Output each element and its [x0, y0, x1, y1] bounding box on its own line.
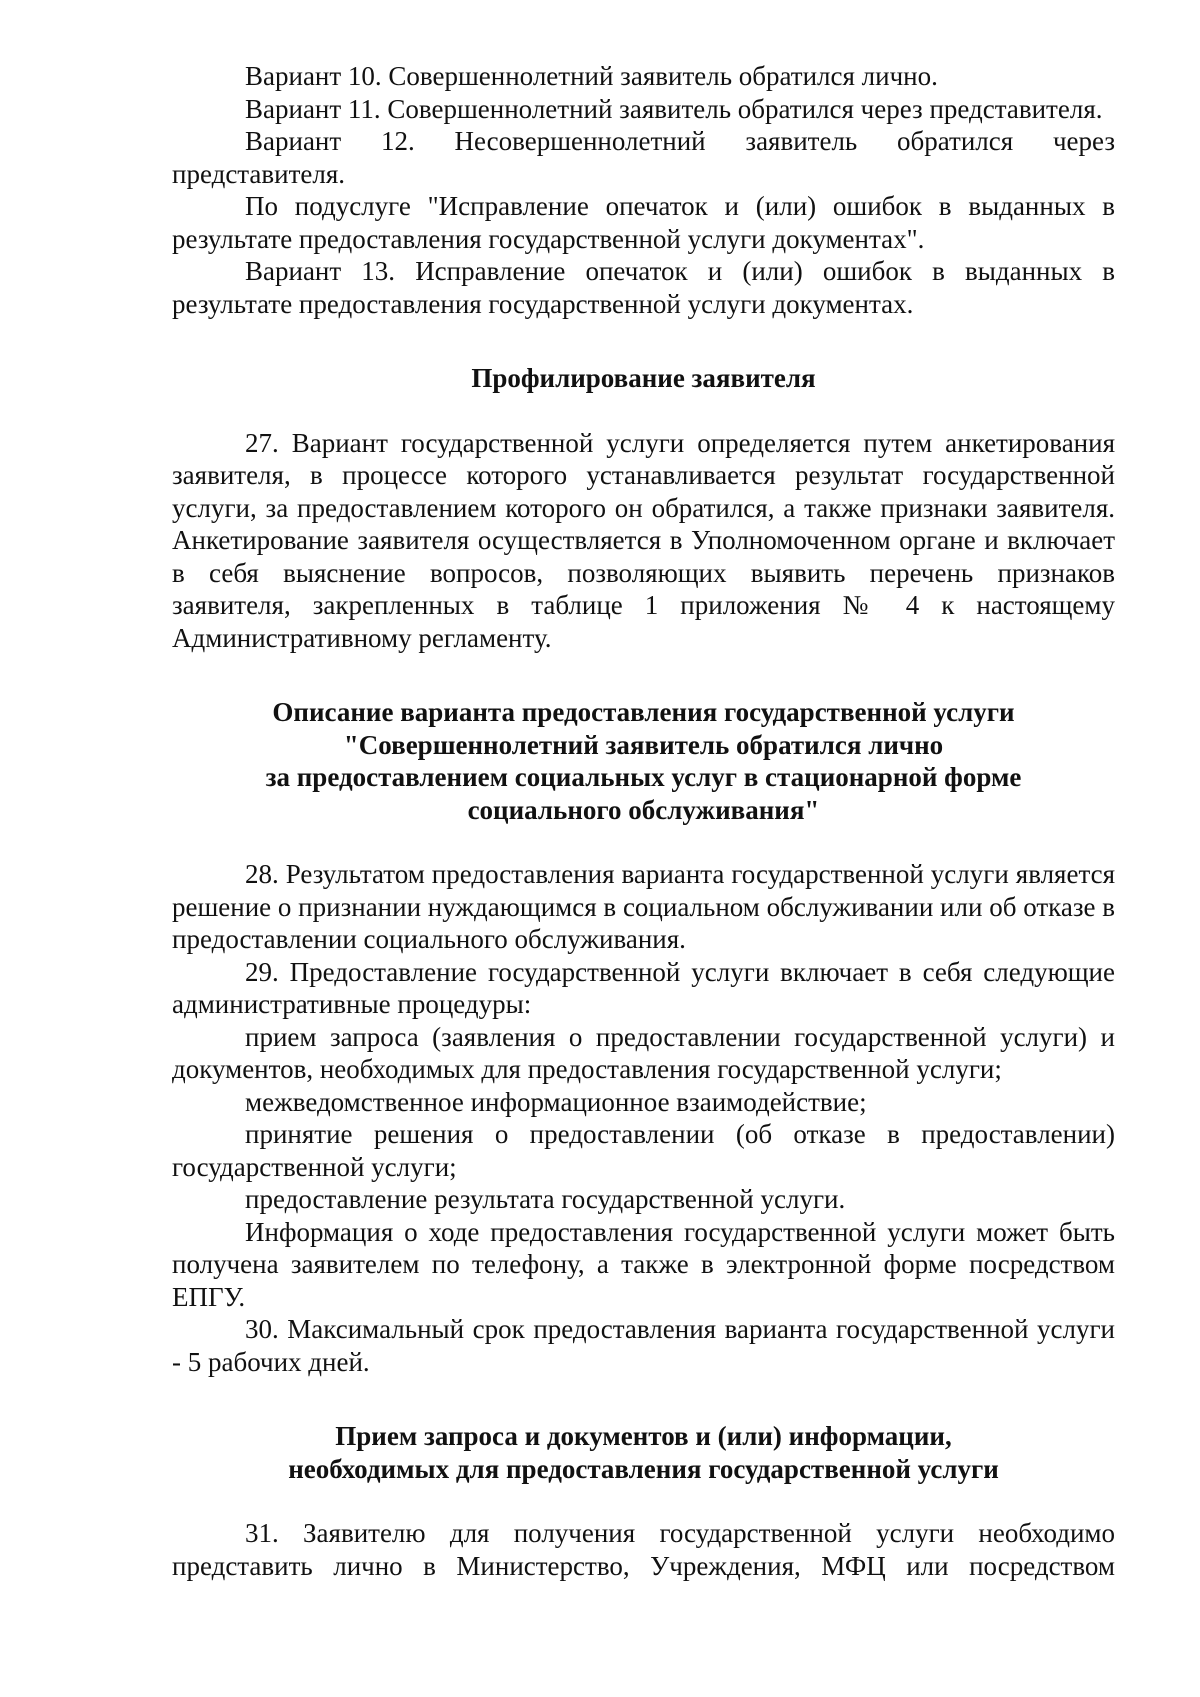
paragraph-27: 27. Вариант государственной услуги определяется путем анкетирования заявителя, в процессе которого устанавливается результат государственной услуги, за предоставлением которого он обратился, а также признаки заявителя. Анкетирование заявителя осуществляется в Уполномоченном органе и включает в себя выяснение вопросов, позволяющих выявить перечень признаков заявителя, закрепленных в таблице 1 приложения № 4 к настоящему Административному регламенту. — [172, 427, 1115, 653]
paragraph-variant-13: Вариант 13. Исправление опечаток и (или) ошибок в выданных в результате предоставления государственной услуги документах. — [172, 256, 1115, 319]
paragraph-variant-12: Вариант 12. Несовершеннолетний заявитель обратился через представителя. — [172, 126, 1115, 189]
heading-request-intake — [172, 1420, 1115, 1485]
heading-variant-description — [172, 696, 1115, 826]
paragraph-variant-10: Вариант 10. Совершеннолетний заявитель обратился лично. — [245, 61, 938, 91]
paragraph-progress-information: Информация о ходе предоставления государственной услуги может быть получена заявителем по телефону, а также в электронной форме посредством ЕПГУ. — [172, 1216, 1115, 1312]
heading-request-intake-line-1: Прием запроса и документов и (или) информации, — [335, 1421, 952, 1451]
heading-request-intake-line-2: необходимых для предоставления государственной услуги — [288, 1453, 999, 1484]
procedure-interagency-interaction: межведомственное информационное взаимодействие; — [245, 1086, 867, 1117]
paragraph-30: 30. Максимальный срок предоставления варианта государственной услуги - 5 рабочих дней. — [172, 1314, 1115, 1377]
procedure-request-intake: прием запроса (заявления о предоставлении государственной услуги) и документов, необходимых для предоставления государственной услуги; — [172, 1021, 1115, 1084]
paragraph-28: 28. Результатом предоставления варианта государственной услуги является решение о признании нуждающимся в социальном обслуживании или об отказе в предоставлении социального обслуживания. — [172, 859, 1115, 954]
heading-variant-description-line-1: Описание варианта предоставления государственной услуги — [272, 697, 1015, 727]
heading-variant-description-line-4: социального обслуживания" — [467, 794, 820, 825]
procedure-decision: принятие решения о предоставлении (об отказе в предоставлении) государственной услуги; — [172, 1119, 1115, 1182]
paragraph-29: 29. Предоставление государственной услуги включает в себя следующие административные процедуры: — [172, 956, 1115, 1019]
heading-applicant-profiling: Профилирование заявителя — [471, 363, 816, 393]
paragraph-31: 31. Заявителю для получения государственной услуги необходимо представить лично в Министерство, Учреждения, МФЦ или посредством — [172, 1518, 1115, 1581]
paragraph-variant-11: Вариант 11. Совершеннолетний заявитель обратился через представителя. — [245, 93, 1103, 124]
heading-variant-description-line-2: "Совершеннолетний заявитель обратился лично — [343, 729, 944, 760]
procedure-result-delivery: предоставление результата государственной услуги. — [245, 1184, 846, 1214]
paragraph-subservice-corrections: По подуслуге "Исправление опечаток и (или) ошибок в выданных в результате предоставления государственной услуги документах". — [172, 191, 1115, 254]
heading-variant-description-line-3: за предоставлением социальных услуг в стационарной форме — [265, 762, 1022, 792]
